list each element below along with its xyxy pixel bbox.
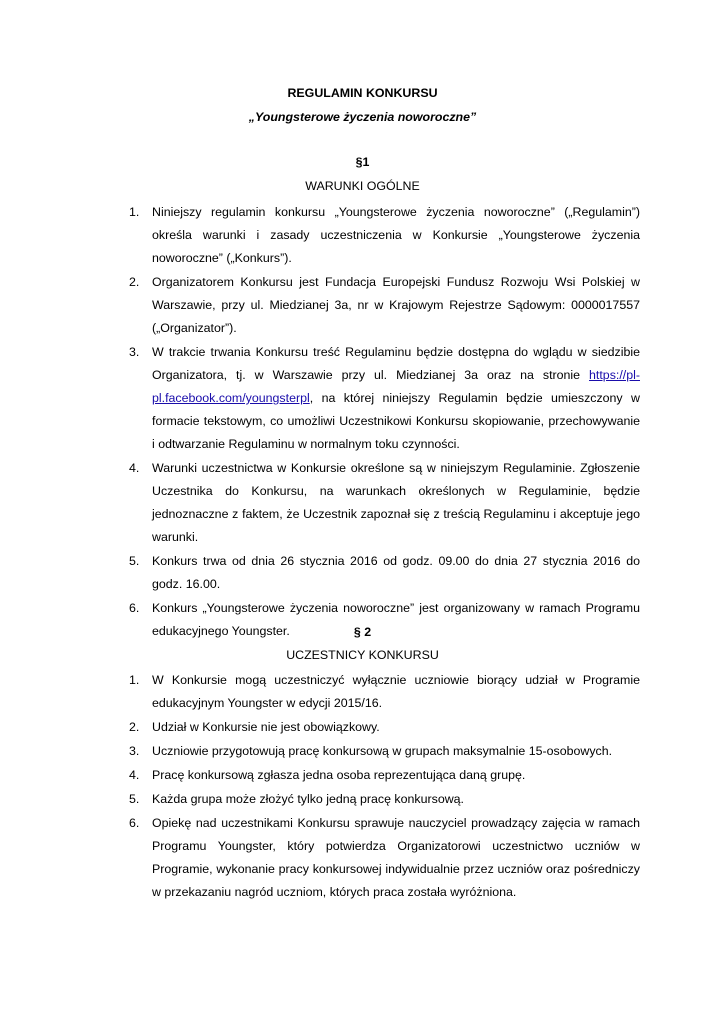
- section-1-list: [115, 201, 640, 644]
- item-number: 2.: [129, 275, 140, 289]
- item-text: Udział w Konkursie nie jest obowiązkowy.: [152, 720, 380, 734]
- item-number: 4.: [129, 461, 140, 475]
- item-number: 6.: [129, 816, 140, 830]
- list-item: [115, 341, 640, 456]
- list-item: [115, 764, 640, 787]
- list-item: [115, 812, 640, 904]
- facebook-link[interactable]: https://pl-pl.facebook.com/youngsterpl: [152, 368, 640, 405]
- section-2-list: [115, 669, 640, 905]
- document-title: REGULAMIN KONKURSU: [287, 86, 438, 100]
- item-text: Uczniowie przygotowują pracę konkursową w grupach maksymalnie 15-osobowych.: [152, 744, 613, 758]
- item-number: 2.: [129, 720, 140, 734]
- item-number: 3.: [129, 345, 140, 359]
- list-item: [115, 201, 640, 270]
- item-text: Konkurs trwa od dnia 26 stycznia 2016 od godz. 09.00 do dnia 27 stycznia 2016 do godz. 16.00.: [152, 554, 640, 591]
- list-item: [115, 271, 640, 340]
- item-number: 1.: [129, 205, 140, 219]
- item-text: Każda grupa może złożyć tylko jedną pracę konkursową.: [152, 792, 464, 806]
- list-item: [115, 669, 640, 715]
- item-number: 1.: [129, 673, 140, 687]
- list-item: [115, 788, 640, 811]
- item-number: 3.: [129, 744, 140, 758]
- item-number: 4.: [129, 768, 140, 782]
- item-text: Organizatorem Konkursu jest Fundacja Europejski Fundusz Rozwoju Wsi Polskiej w Warszawie, przy ul. Miedzianej 3a, nr w Krajowym Rejestrze Sądowym: 0000017557 („Organizator”).: [152, 275, 640, 335]
- section-1-number: §1: [355, 155, 370, 169]
- section-2-heading: UCZESTNICY KONKURSU: [286, 648, 439, 662]
- item-text: W Konkursie mogą uczestniczyć wyłącznie uczniowie biorący udział w Programie edukacyjnym Youngster w edycji 2015/16.: [152, 673, 640, 710]
- list-item: [115, 457, 640, 549]
- item-number: 5.: [129, 792, 140, 806]
- item-text: Opiekę nad uczestnikami Konkursu sprawuje nauczyciel prowadzący zajęcia w ramach Programu Youngster, który potwierdza Organizatorowi uczestnictwo uczniów w Programie, wykonanie pracy konkursowej indywidualnie przez uczniów oraz pośredniczy w przekazaniu nagród uczniom, których praca została wyróżniona.: [152, 816, 640, 899]
- list-item: [115, 550, 640, 596]
- item-text: Konkurs „Youngsterowe życzenia noworoczne” jest organizowany w ramach Programu edukacyjnego Youngster.: [152, 601, 640, 638]
- section-2-number: § 2: [353, 625, 372, 639]
- item-number: 6.: [129, 601, 140, 615]
- list-item: [115, 740, 640, 763]
- document-subtitle: „Youngsterowe życzenia noworoczne”: [248, 110, 477, 124]
- item-text: Niniejszy regulamin konkursu „Youngsterowe życzenia noworoczne” („Regulamin”) określa warunki i zasady uczestniczenia w Konkursie „Youngsterowe życzenia noworoczne” („Konkurs”).: [152, 205, 640, 265]
- item-number: 5.: [129, 554, 140, 568]
- item-text-after-link: , na której niniejszy Regulamin będzie umieszczony w formacie tekstowym, co umożliwi Uczestnikowi Konkursu skopiowanie, przechowywanie i odtwarzanie Regulaminu w normalnym toku czynności.: [152, 391, 640, 451]
- list-item: [115, 716, 640, 739]
- item-text: Warunki uczestnictwa w Konkursie określone są w niniejszym Regulaminie. Zgłoszenie Uczestnika do Konkursu, na warunkach określonych w Regulaminie, będzie jednoznaczne z faktem, że Uczestnik zapoznał się z treścią Regulaminu i akceptuje jego warunki.: [152, 461, 640, 544]
- item-text-before-link: W trakcie trwania Konkursu treść Regulaminu będzie dostępna do wglądu w siedzibie Organizatora, tj. w Warszawie przy ul. Miedzianej 3a oraz na stronie: [152, 345, 640, 382]
- section-1-heading: WARUNKI OGÓLNE: [305, 179, 420, 193]
- item-text: Pracę konkursową zgłasza jedna osoba reprezentująca daną grupę.: [152, 768, 526, 782]
